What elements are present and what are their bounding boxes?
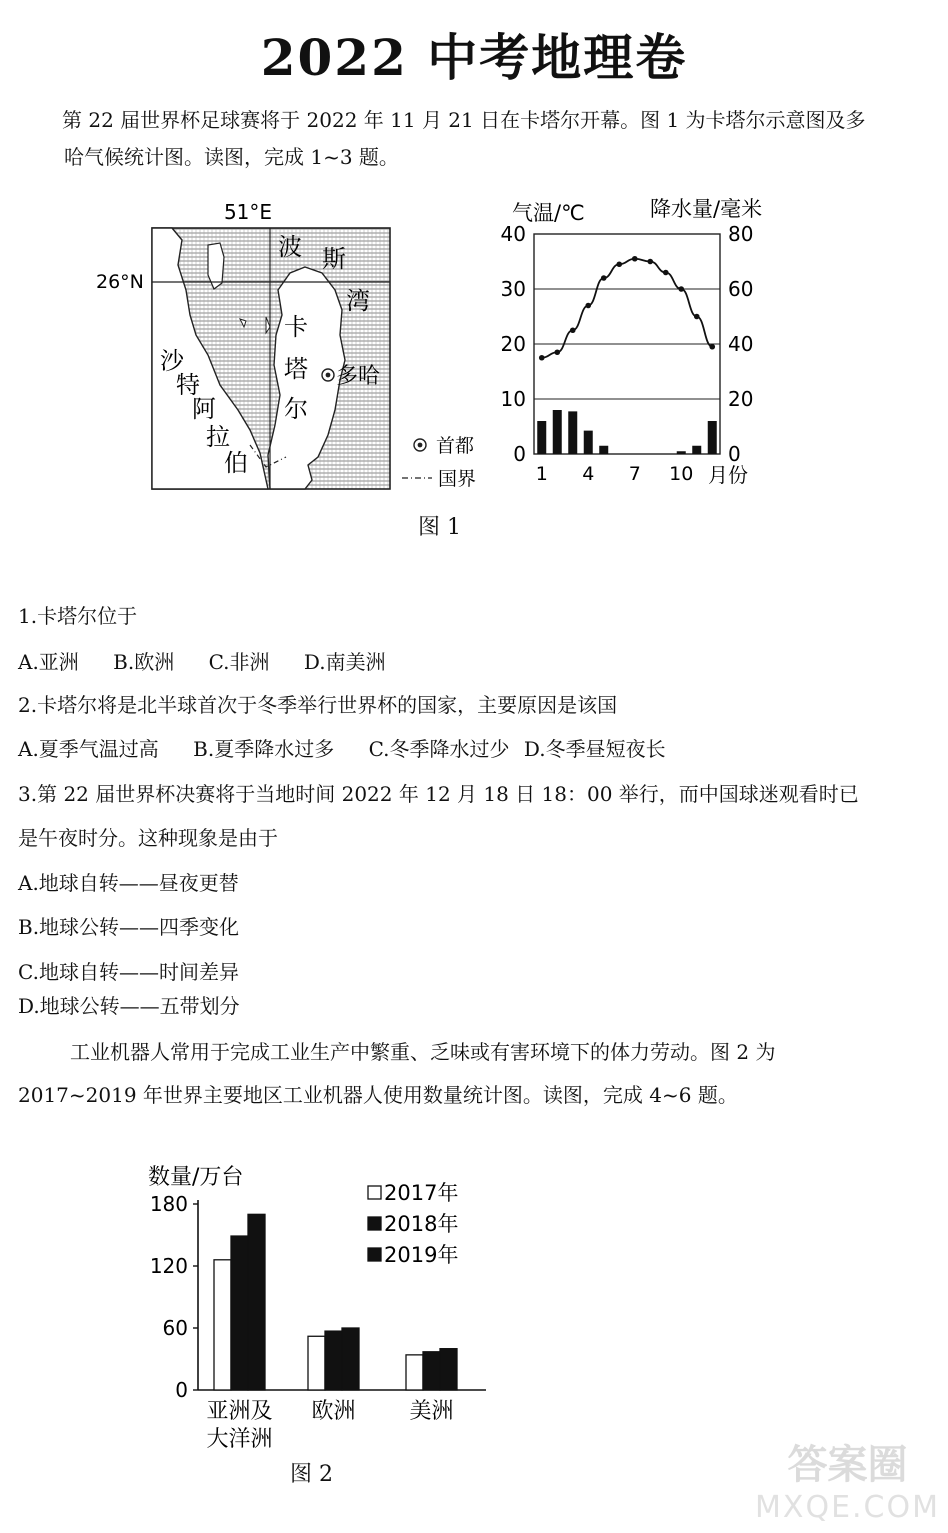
robot-bar	[342, 1328, 359, 1390]
robot-bar	[248, 1214, 265, 1390]
robot-legend-label: 2018年	[384, 1212, 459, 1236]
temp-tick-label: 30	[500, 277, 526, 301]
precip-tick-label: 20	[728, 387, 754, 411]
legend-capital-dot	[418, 443, 423, 448]
precip-bar	[708, 421, 717, 454]
intro-1-line-1: 第 22 届世界杯足球赛将于 2022 年 11 月 21 日在卡塔尔开幕。图 1 为卡塔尔示意图及多	[62, 108, 866, 132]
figure-2-caption: 图 2	[290, 1462, 333, 1487]
q1-option-b[interactable]: B.欧洲	[113, 650, 175, 674]
month-tick-label: 7	[628, 463, 641, 485]
precip-tick-label: 0	[728, 442, 741, 466]
robot-y-tick-label: 180	[149, 1192, 188, 1216]
robot-legend-swatch	[368, 1217, 381, 1230]
precip-tick-label: 40	[728, 332, 754, 356]
robot-legend-label: 2017年	[384, 1181, 459, 1205]
temp-tick-label: 20	[500, 332, 526, 356]
q3-option-b[interactable]: B.地球公转——四季变化	[18, 915, 240, 939]
intro-2-line-1: 工业机器人常用于完成工业生产中繁重、乏味或有害环境下的体力劳动。图 2 为	[70, 1040, 776, 1064]
q3-option-d[interactable]: D.地球公转——五带划分	[18, 994, 240, 1018]
precip-bar	[553, 410, 562, 454]
temp-tick-label: 10	[500, 387, 526, 411]
sea-char-3: 湾	[346, 287, 370, 315]
intro-paragraph-1	[18, 100, 938, 141]
question-3-stem-line-2: 是午夜时分。这种现象是由于	[18, 826, 278, 850]
question-2-options	[18, 733, 694, 762]
doha-label: 多哈	[336, 364, 381, 389]
doha-climate-chart	[498, 192, 788, 502]
intro-1-line-2: 哈气候统计图。读图，完成 1~3 题。	[64, 145, 399, 169]
temperature-point	[709, 344, 715, 350]
robot-legend-label: 2019年	[384, 1243, 459, 1267]
robot-category-label: 欧洲	[311, 1399, 356, 1424]
sea-char-2: 斯	[322, 245, 346, 273]
robot-bar	[214, 1260, 231, 1390]
robot-y-tick-label: 60	[162, 1316, 188, 1340]
robot-legend-swatch	[368, 1248, 381, 1261]
qatar-map	[90, 195, 500, 495]
longitude-label: 51°E	[223, 200, 273, 224]
q2-option-c[interactable]: C.冬季降水过少	[368, 737, 510, 761]
robot-category-label: 大洋洲	[206, 1427, 273, 1452]
q3-option-c[interactable]: C.地球自转——时间差异	[18, 960, 239, 984]
robot-y-tick-label: 0	[175, 1378, 188, 1402]
robot-bar	[423, 1352, 440, 1390]
precip-bar	[692, 446, 701, 454]
watermark-url: MXQE.COM	[755, 1490, 940, 1525]
temp-axis-label: 气温/℃	[512, 201, 585, 225]
precip-bar	[677, 451, 686, 454]
neighbor-char-2: 特	[176, 371, 200, 399]
q1-option-d[interactable]: D.南美洲	[303, 650, 386, 674]
sea-char-1: 波	[278, 233, 302, 261]
month-tick-label: 1	[535, 463, 548, 485]
watermark-text: 答案圈	[787, 1442, 908, 1488]
neighbor-char-5: 伯	[224, 449, 248, 477]
temp-tick-label: 0	[513, 442, 526, 466]
robot-bar	[231, 1236, 248, 1390]
neighbor-char-3: 阿	[192, 395, 216, 423]
temperature-point	[647, 259, 653, 265]
month-tick-label: 10	[669, 463, 694, 485]
watermark	[755, 1433, 940, 1525]
precip-tick-label: 80	[728, 222, 754, 246]
precip-axis-label: 降水量/毫米	[650, 197, 763, 221]
q2-option-d[interactable]: D.冬季昼短夜长	[523, 737, 666, 761]
question-1-stem: 1.卡塔尔位于	[18, 604, 138, 628]
temperature-point	[694, 314, 700, 320]
robot-bar	[440, 1349, 457, 1390]
intro-2-line-2: 2017~2019 年世界主要地区工业机器人使用数量统计图。读图，完成 4~6 题。	[18, 1083, 738, 1107]
question-2-stem: 2.卡塔尔将是北半球首次于冬季举行世界杯的国家，主要原因是该国	[18, 693, 618, 717]
precip-bar	[584, 431, 593, 454]
doha-capital-dot	[326, 373, 331, 378]
latitude-label: 26°N	[96, 271, 144, 293]
country-char-1: 卡	[284, 313, 308, 341]
country-char-3: 尔	[284, 395, 308, 423]
robot-legend-swatch	[368, 1186, 381, 1199]
precip-tick-label: 60	[728, 277, 754, 301]
month-axis-label: 月份	[708, 463, 748, 487]
neighbor-char-1: 沙	[160, 347, 184, 375]
temperature-point	[570, 327, 576, 333]
robot-y-axis-label: 数量/万台	[148, 1165, 244, 1190]
robot-bar	[406, 1355, 423, 1390]
temperature-point	[616, 261, 622, 267]
figure-1-caption: 图 1	[418, 515, 461, 540]
country-char-2: 塔	[284, 355, 308, 383]
question-3-stem-line-1: 3.第 22 届世界杯决赛将于当地时间 2022 年 12 月 18 日 18：00 举行，而中国球迷观看时已	[18, 782, 859, 806]
robot-bar	[325, 1331, 342, 1390]
temp-tick-label: 40	[500, 222, 526, 246]
temperature-point	[585, 303, 591, 309]
temperature-point	[554, 349, 560, 355]
page-title: 2022 中考地理卷	[260, 28, 688, 87]
month-tick-label: 4	[582, 463, 595, 485]
legend-capital-label: 首都	[436, 435, 475, 457]
precip-bar	[537, 421, 546, 454]
temperature-point	[539, 355, 545, 361]
neighbor-char-4: 拉	[206, 423, 230, 451]
temperature-curve	[542, 259, 713, 358]
q2-option-b[interactable]: B.夏季降水过多	[193, 737, 335, 761]
q3-option-a[interactable]: A.地球自转——昼夜更替	[18, 871, 239, 895]
question-1-options	[18, 646, 414, 675]
q1-option-a[interactable]: A.亚洲	[18, 650, 79, 674]
robot-y-tick-label: 120	[149, 1254, 188, 1278]
robot-category-label: 美洲	[409, 1399, 454, 1424]
robot-category-label: 亚洲及	[206, 1399, 273, 1424]
precip-bar	[568, 411, 577, 454]
temperature-point	[601, 275, 607, 281]
q2-option-a[interactable]: A.夏季气温过高	[18, 737, 159, 761]
temperature-point	[678, 286, 684, 292]
temperature-point	[632, 256, 638, 262]
q1-option-c[interactable]: C.非洲	[208, 650, 270, 674]
temperature-point	[663, 270, 669, 276]
legend-border-label: 国界	[438, 468, 477, 490]
robot-bar	[308, 1336, 325, 1390]
robot-usage-chart	[140, 1150, 520, 1490]
precip-bar	[599, 446, 608, 454]
